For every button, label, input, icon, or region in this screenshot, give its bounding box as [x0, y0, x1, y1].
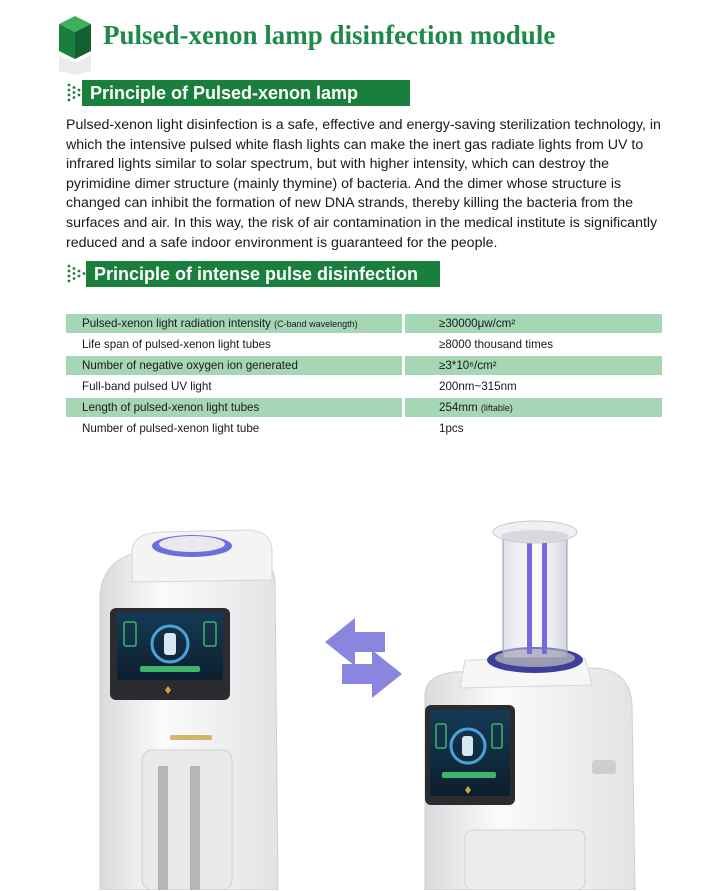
section-heading-intense-pulse: Principle of intense pulse disinfection	[86, 261, 440, 287]
table-row	[66, 397, 662, 418]
principle-paragraph: Pulsed-xenon light disinfection is a safe, effective and energy-saving sterilization technology, in which the intensive pulsed white flash lights can make the inert gas radiate lights from UV to infrared lights similar to solar spectrum, but with higher intensity, which can destroy the pyrimidine dimer structure (mainly thymine) of bacteria. And the dimer whose structure is changed can inhibit the formation of new DNA strands, thereby killing the bacteria from the surfaces and air. In this way, the risk of air contamination in the medical institute is significantly reduced and a safe indoor environment is guaranteed for the people.	[66, 117, 661, 251]
spec-value: 200nm~315nm	[439, 380, 517, 393]
spec-value: ≥8000 thousand times	[439, 338, 554, 351]
swap-arrows-icon	[325, 618, 402, 698]
table-row	[66, 418, 662, 439]
spec-label: Length of pulsed-xenon light tubes	[66, 398, 402, 417]
dots-bullet-icon	[66, 261, 88, 287]
product-illustration	[80, 490, 650, 890]
spec-label: Number of pulsed-xenon light tube	[82, 422, 260, 435]
spec-label: Pulsed-xenon light radiation intensity (C-band wavelength)	[66, 314, 402, 333]
spec-value: 254mm (liftable)	[405, 398, 662, 417]
table-row	[66, 313, 662, 334]
cube-logo-icon	[58, 15, 92, 75]
table-row	[66, 334, 662, 355]
spec-label: Number of negative oxygen ion generated	[66, 356, 402, 375]
spec-value: ≥30000μw/cm²	[405, 314, 662, 333]
spec-value: ≥3*10⁶/cm²	[405, 356, 662, 375]
section-heading-principle-lamp: Principle of Pulsed-xenon lamp	[82, 80, 410, 106]
spec-label: Life span of pulsed-xenon light tubes	[82, 338, 271, 351]
device-closed	[100, 530, 278, 890]
page-title: Pulsed-xenon lamp disinfection module	[103, 20, 556, 50]
table-row	[66, 355, 662, 376]
spec-label: Full-band pulsed UV light	[82, 380, 212, 393]
spec-value: 1pcs	[439, 422, 464, 435]
table-row	[66, 376, 662, 397]
device-open	[425, 521, 635, 890]
spec-table	[66, 313, 662, 439]
